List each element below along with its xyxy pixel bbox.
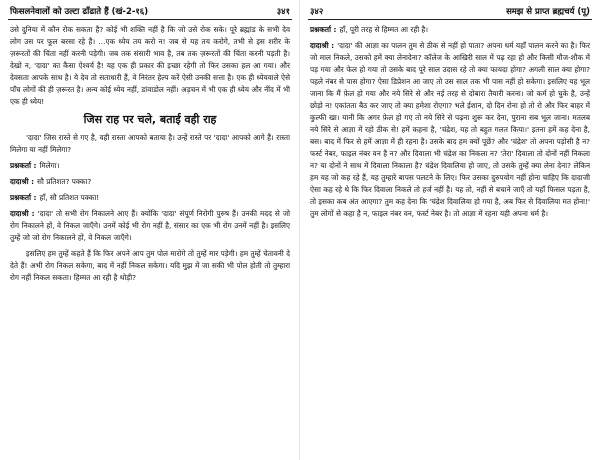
- speaker-label: दादाश्री :: [10, 209, 35, 218]
- dialogue-line: [310, 40, 590, 220]
- closing-paragraph: इसलिए हम तुम्हें कहते हैं कि फिर अपने आप तुम पोल मारोगे तो तुम्हें मार पड़ेगी। हम तुम्हें चेतावनी दे देते हैं! अभी रोग निकल सकेगा, बाद में नहीं निकल सकेगा। यदि मुझ में जा सकी भी पोल होती तो तुम्हारा रोग नहीं निकल सकता। हिम्मत आ रही है थोड़ी?: [10, 249, 290, 282]
- right-page-header: [308, 6, 592, 20]
- speaker-label: दादाश्री :: [10, 177, 35, 186]
- speaker-label: प्रश्नकर्ता :: [310, 25, 337, 34]
- left-page-body: [8, 20, 292, 284]
- dialogue-text: 'दादा' तो सभी रोग निकालने आए हैं। क्योंकि 'दादा' संपूर्ण निरोगी पुरुष हैं। उनकी मदद से जो रोग निकालने हों, वे निकल जाएँगे। उनमें कोई भी रोग नहीं है, संसार का एक भी रोग उनमें नहीं है। इसलिए तुम्हें जो जो रोग निकालने हों, वे निकल जाएँगे।: [10, 209, 290, 242]
- speaker-label: प्रश्नकर्ता :: [10, 161, 37, 170]
- dialogue-text: मिलेगा।: [39, 161, 60, 170]
- dialogue-text: सौ प्रतिशत? पक्का?: [37, 177, 92, 186]
- intro-paragraph: उसे दुनिया में कौन रोक सकता है? कोई भी शक्ति नहीं है कि जो उसे रोक सके। पूरे ब्रह्मांड के सभी देव लोग उस पर फूल बरसा रहे हैं। ...एक ध्येय तय करो न! जब से यह तय करोगे, तभी से इस शरीर के ज़रूरतों की चिंता नहीं करनी पड़ेगी। जब तक संसारी भाव है, तब तक ज़रूरतों की चिंता करनी पड़ती है। देखो न, 'दादा' का कैसा ऐश्वर्य है! यह एक ही प्रकार की इच्छा रहेगी तो फिर उसका हल आ गया। और देवसता आपके साथ है। ये देव तो सताधारी हैं, वे निरंतर हेल्प करें ऐसी उनकी सत्ता है। एक ही ध्येयवाले ऐसे पाँच लोगों की ही ज़रूरत है। अन्य कोई ध्येय नहीं, डांवाडोल नहीं। अड़चन में भी एक ही ध्येय और नींद में भी एक ही ध्येय!: [10, 25, 290, 106]
- left-page-number: ३४१: [276, 7, 290, 17]
- left-page-header: [8, 6, 292, 20]
- dialogue-line: [10, 192, 290, 204]
- dialogue-line: [10, 160, 290, 172]
- speaker-label: दादाश्री :: [310, 41, 335, 50]
- right-page-body: [308, 20, 592, 220]
- paragraph-path: 'दादा' जिस रास्ते से गए है, वही रास्ता आपको बताया है। उन्हें रास्ते पर 'दादा' आपको आगे हैं। रास्ता मिलेगा या नहीं मिलेगा?: [10, 133, 290, 154]
- dialogue-line: [10, 176, 290, 188]
- right-header-title: समझ से प्राप्त ब्रह्मचर्य (पू): [506, 7, 590, 17]
- right-page-number: ३४२: [310, 7, 324, 17]
- section-heading: जिस राह पर चले, बताई वही राह: [83, 113, 217, 126]
- dialogue-text: 'दादा' की आज्ञा का पालन तुम से ठीक से नहीं हो पाता? अपना धर्म यहाँ पालन करने का है। फिर जो माल निकले, उसको हमें क्या लेनादेना? कॉलेज के आखिरी साल में पढ़ रहा हो और किसी मौज-शौक में पड़ गया और फेल हो गया तो उसके बाद पूरे साल उदास रहे तो क्या फायदा होगा? अगली साल क्या होगा? पहले नंबर से पास होगा? ऐसा डिप्रेशन आ जाए तो उस साल तक भी पास नहीं हो सकेगा। इसलिए यह भूल जाना कि मैं फ़ेल हो गया और नये सिरे से और नई तरह से दोबारा तैयारी करना। जो कर्म हो चुके है, उन्हें छोड़ो न! एकांतता बैठ कर जाए तो क्या हमेशा रोएगा? भले ईशान, दो दिन रोना हो तो रो और फिर बाहर में कुल्फी खा। यानी कि अगर फ़ेल हो गए तो नये सिरे से पढ़ना शुरू कर देना, पुराना सब भूल जाना। मतलब नये सिरे से आज्ञा में रहो ठीक से! हमें कहना है, 'चंद्रेश, यह तो बहुत गलत किया।' इतना हमें कह देना है, बस। बाद में फिर से हमें आज्ञा में ही रहना है। उसके बाद हम क्यों पूछें? और 'चंद्रेश' तो अपना पड़ोसी है न? फर्स्ट नेबर, फाइल नंबर वन है न? और दिवाला भी चंद्रेश का निकला न? 'तेरा' दिवाला तो दोनों नहीं निकला न? या दोनों ने साथ में दिवाला निकाला है? चंद्रेश दिवालिया हो जाए, तो उसके तुम्हें क्या लेना देना? लेकिन हम यह जो कह रहे हैं, यह तुम्हारे बापस पलटने के लिए। फिर उसका दुरुपयोग नहीं होना चाहिए कि दादाजी ऐसा कह रहे थे कि फिर दिवाला निकले तो हर्ज नहीं है। यह तो, नहीं से बचाने जाएँ तो यहाँ फिसल पड़ता है, तो इसका कब अंत आएगा? तुम कह देना कि 'चंद्रेश दिवालिया हो गया है, अब फिर से दिवालिया मत होना!' तुम लोगों से कहा है न, फाइल नंबर वन, फर्स्ट नेबर है। तो आज्ञा में रहना यही अपना धर्म है।: [310, 41, 591, 218]
- speaker-label: प्रश्नकर्ता :: [10, 193, 37, 202]
- dialogue-line: [10, 208, 290, 244]
- dialogue-text: हाँ, सौ प्रतिशत पक्का!: [39, 193, 100, 202]
- right-page: [300, 0, 600, 460]
- dialogue-line: [310, 24, 590, 36]
- left-header-title: फिसलनेवालों को उल्टा ढाँढाते हैं (खं-2-१६): [10, 7, 149, 17]
- dialogue-text: हाँ, पूरी तरह से हिम्मत आ रही है।: [339, 25, 429, 34]
